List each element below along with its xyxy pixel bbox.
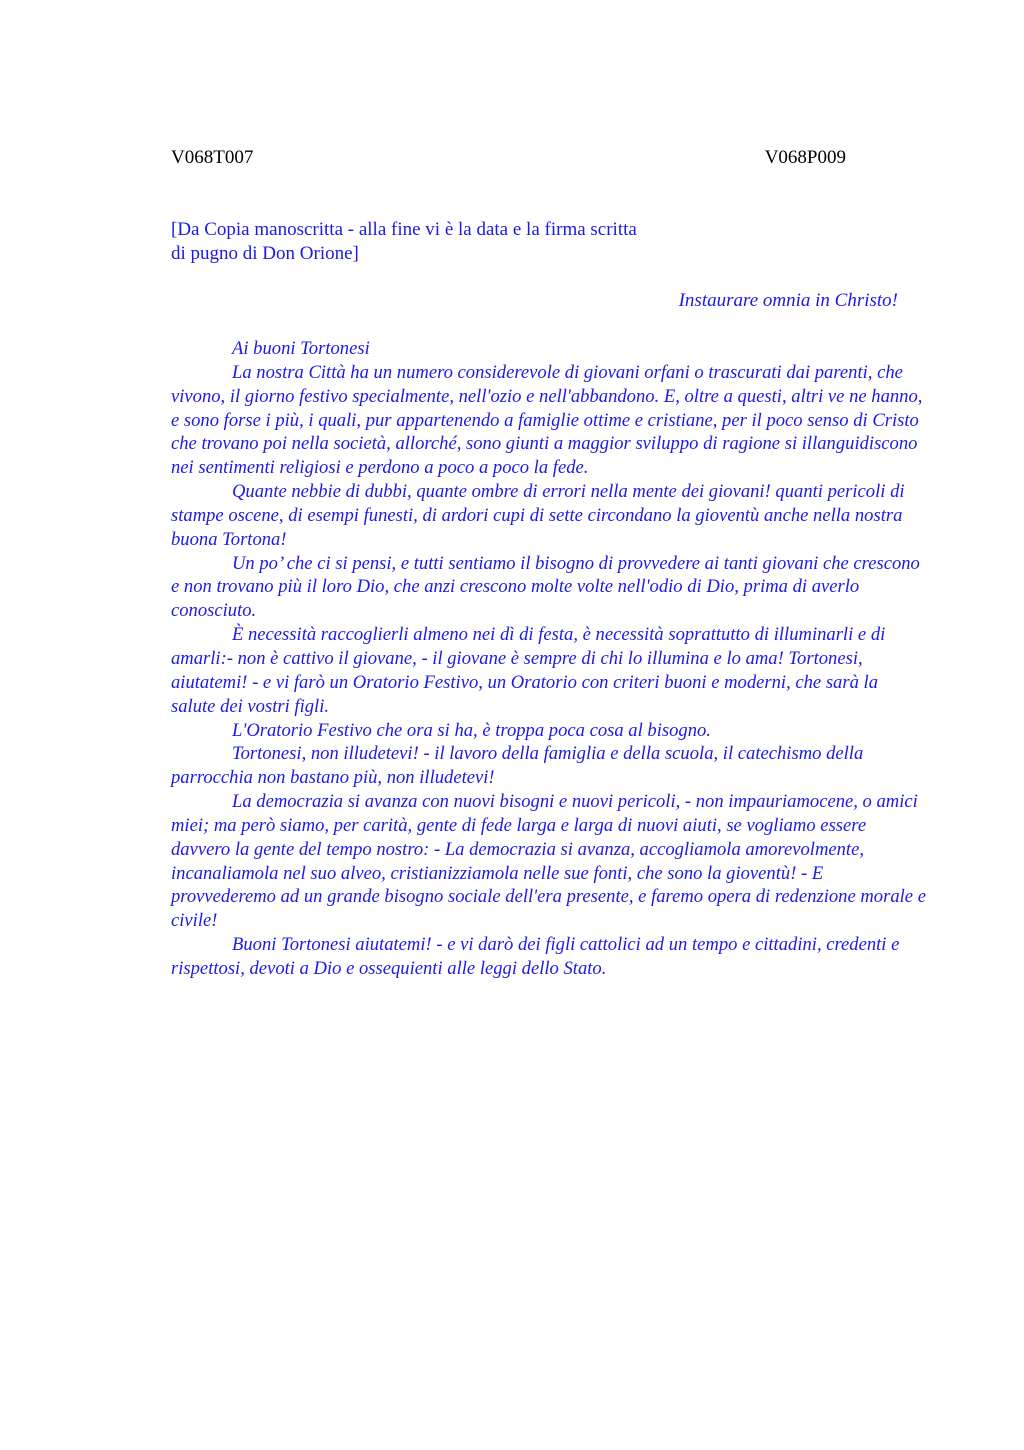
page-header	[171, 147, 846, 169]
letter-paragraph: L'Oratorio Festivo che ora si ha, è troppa poca cosa al bisogno.	[232, 719, 711, 741]
letter-paragraph: È necessità raccoglierli almeno nei dì di festa, è necessità soprattutto di illuminarli e di amarli:- non è cattivo il giovane, - il giovane è sempre di chi lo illumina e lo ama! Tortonesi, aiutatemi! - e vi farò un Oratorio Festivo, un Oratorio con criteri buoni e moderni, che sarà la salute dei vostri figli.	[171, 624, 886, 717]
letter-greeting: Ai buoni Tortonesi	[232, 338, 370, 359]
letter-paragraph: Buoni Tortonesi aiutatemi! - e vi darò dei figli cattolici ad un tempo e cittadini, credenti e rispettosi, devoti a Dio e ossequienti alle leggi dello Stato.	[171, 934, 900, 979]
letter-paragraph: La nostra Città ha un numero considerevole di giovani orfani o trascurati dai parenti, che vivono, il giorno festivo specialmente, nell'ozio e nell'abbandono. E, oltre a questi, altri ve ne hanno, e sono forse i più, i quali, pur appartenendo a famiglie ottime e cristiane, per il poco senso di Cristo che trovano poi nella società, allorché, sono giunti a maggior sviluppo di ragione si illanguidiscono nei sentimenti religiosi e perdono a poco a poco la fede.	[171, 361, 923, 479]
editorial-note: [Da Copia manoscritta - alla fine vi è la data e la firma scritta di pugno di Don Orione]	[171, 219, 637, 264]
motto: Instaurare omnia in Christo!	[678, 290, 898, 311]
letter-paragraph: La democrazia si avanza con nuovi bisogni e nuovi pericoli, - non impauriamocene, o amici miei; ma però siamo, per carità, gente di fede larga e larga di nuovi aiuti, se vogliamo essere davvero la gente del tempo nostro: - La democrazia si avanza, accogliamola amorevolmente, incanaliamola nel suo alveo, cristianizziamola nelle sue fonti, che sono la gioventù! - E provvederemo ad un grande bisogno sociale dell'era presente, e faremo opera di redenzione morale e civile!	[171, 791, 926, 932]
letter-paragraph: Tortonesi, non illudetevi! - il lavoro della famiglia e della scuola, il catechismo della parrocchia non bastano più, non illudetevi!	[171, 743, 864, 789]
letter-body	[171, 337, 926, 981]
page-code: V068P009	[764, 147, 846, 168]
document-code: V068T007	[171, 147, 254, 168]
letter-paragraph: Un po’ che ci si pensi, e tutti sentiamo il bisogno di provvedere ai tanti giovani che crescono e non trovano più il loro Dio, che anzi crescono molte volte nell'odio di Dio, prima di averlo conosciuto.	[171, 552, 920, 622]
letter-paragraph: Quante nebbie di dubbi, quante ombre di errori nella mente dei giovani! quanti pericoli di stampe oscene, di esempi funesti, di ardori cupi di sette circondano la gioventù anche nella nostra buona Tortona!	[171, 481, 905, 550]
